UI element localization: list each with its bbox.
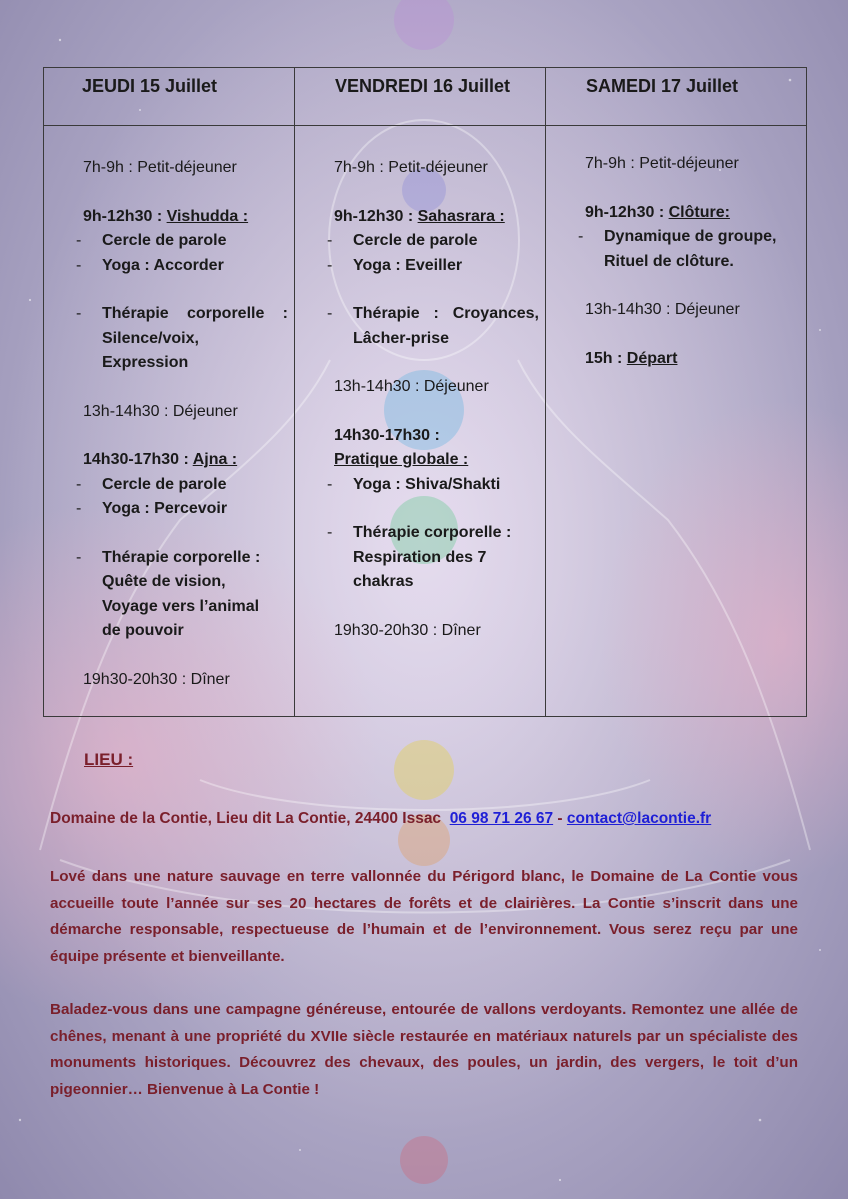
- morning-session-title: 9h-12h30 : Sahasrara :: [334, 207, 505, 225]
- address-text: Domaine de la Contie, Lieu dit La Contie, 24400 Issac: [50, 810, 442, 827]
- list-item: - Thérapie : Croyances, Lâcher-prise: [327, 305, 539, 347]
- day-column-saturday: [546, 126, 807, 717]
- lunch-text: 13h-14h30 : Déjeuner: [334, 378, 489, 395]
- list-item: - Dynamique de groupe, Rituel de clôture.: [578, 228, 777, 270]
- description-paragraph-2: Baladez-vous dans une campagne généreuse, entourée de vallons verdoyants. Remontez une allée de chênes, menant à une propriété du XVIIe siècle restaurée en matériaux naturels par un spécialiste des monuments historiques. Découvrez des chevaux, des poules, un jardin, des vergers, le toit d’un pigeonnier… Bienvenue à La Contie !: [50, 1001, 798, 1098]
- lunch-text: 13h-14h30 : Déjeuner: [585, 301, 740, 318]
- departure-text: 15h : Départ: [585, 349, 678, 367]
- list-item: - Yoga : Eveiller: [327, 256, 463, 274]
- address-line: [50, 810, 810, 828]
- description-paragraph-1: Lové dans une nature sauvage en terre vallonnée du Périgord blanc, le Domaine de La Contie vous accueille toute l’année sur ses 20 hectares de forêts et de clairières. La Contie s’inscrit dans une démarche responsable, respectueuse de l’humain et de l’environnement. Vous serez reçu par une équipe présente et bienveillante.: [50, 868, 798, 965]
- breakfast-text: 7h-9h : Petit-déjeuner: [585, 155, 739, 172]
- schedule-table: [43, 67, 807, 717]
- list-item: - Yoga : Accorder: [76, 256, 224, 274]
- day-header-friday: VENDREDI 16 Juillet: [295, 68, 546, 126]
- phone-link[interactable]: 06 98 71 26 67: [449, 810, 554, 827]
- separator: -: [553, 810, 567, 827]
- list-item: - Thérapie corporelle : Respiration des 7 chakras: [327, 524, 512, 590]
- lunch-text: 13h-14h30 : Déjeuner: [83, 402, 238, 420]
- morning-session-title: 9h-12h30 : Clôture:: [585, 203, 730, 221]
- email-link[interactable]: contact@lacontie.fr: [566, 810, 712, 827]
- list-item: - Cercle de parole: [76, 232, 227, 249]
- list-item: - Cercle de parole: [76, 475, 227, 493]
- list-item: - Yoga : Percevoir: [76, 500, 228, 517]
- list-item: - Thérapie corporelle : Silence/voix, Expression: [76, 305, 288, 371]
- lieu-heading: LIEU :: [84, 750, 134, 769]
- schedule-body-row: [44, 126, 807, 717]
- day-column-thursday: [44, 126, 295, 717]
- list-item: - Cercle de parole: [327, 232, 478, 249]
- day-header-saturday: SAMEDI 17 Juillet: [546, 68, 807, 126]
- afternoon-session-title: 14h30-17h30 : Pratique globale :: [334, 426, 469, 468]
- morning-session-title: 9h-12h30 : Vishudda :: [83, 207, 249, 225]
- dinner-text: 19h30-20h30 : Dîner: [334, 621, 481, 639]
- schedule-header-row: [44, 68, 807, 126]
- day-header-thursday: JEUDI 15 Juillet: [44, 68, 295, 126]
- day-column-friday: [295, 126, 546, 717]
- list-item: - Yoga : Shiva/Shakti: [327, 475, 501, 493]
- afternoon-session-title: 14h30-17h30 : Ajna :: [83, 451, 238, 468]
- breakfast-text: 7h-9h : Petit-déjeuner: [83, 159, 237, 176]
- list-item: - Thérapie corporelle : Quête de vision, Voyage vers l’animal de pouvoir: [76, 548, 261, 639]
- dinner-text: 19h30-20h30 : Dîner: [83, 670, 230, 688]
- breakfast-text: 7h-9h : Petit-déjeuner: [334, 159, 488, 176]
